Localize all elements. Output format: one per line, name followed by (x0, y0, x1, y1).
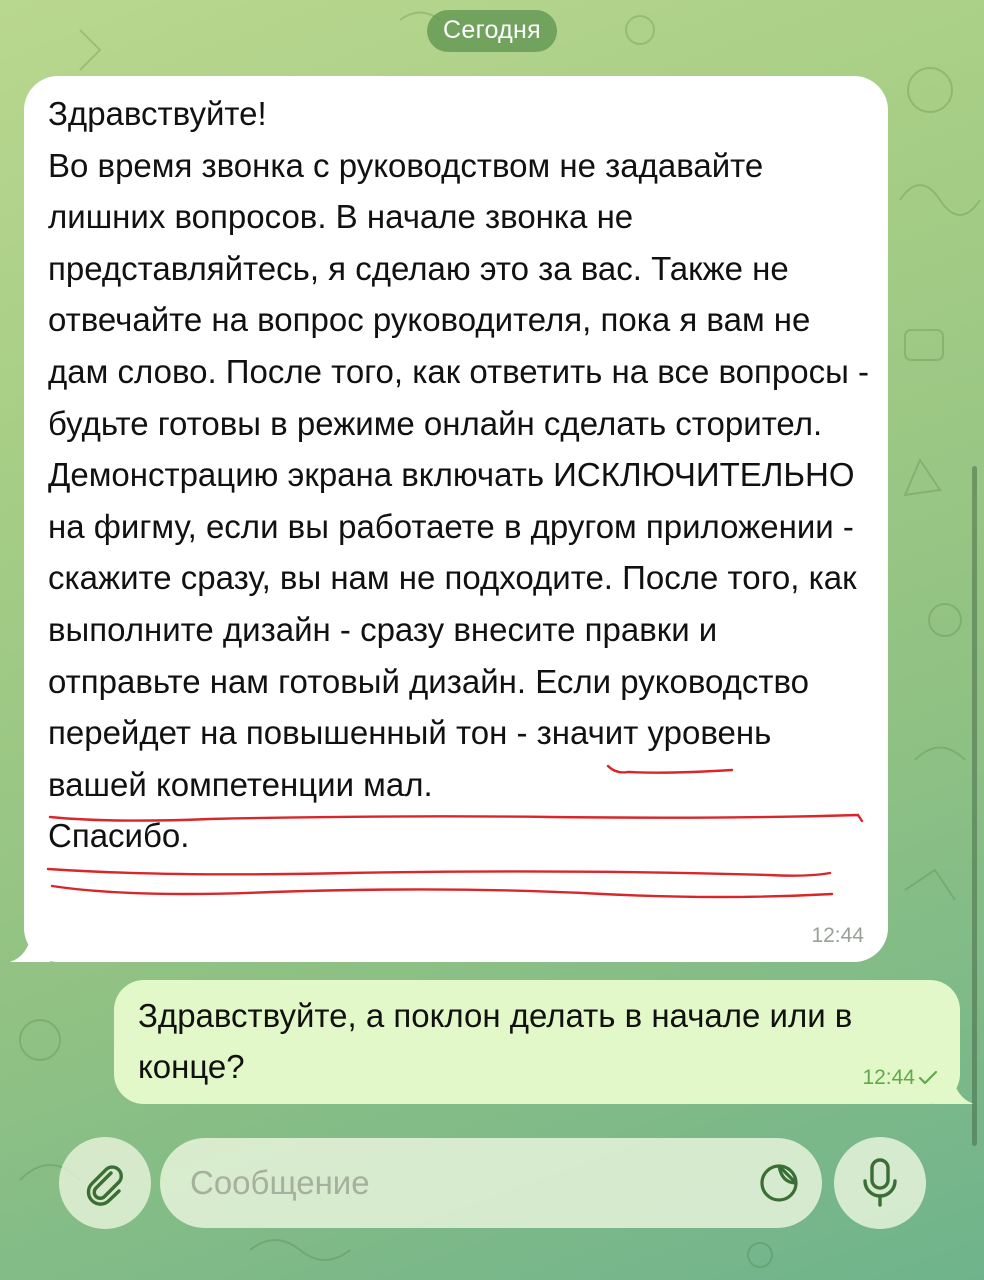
incoming-message-bubble[interactable] (24, 76, 888, 962)
paperclip-icon (81, 1159, 129, 1207)
single-check-icon (918, 1070, 938, 1086)
date-separator: Сегодня (427, 10, 557, 52)
bubble-tail (934, 1074, 974, 1104)
message-composer (160, 1138, 822, 1228)
bubble-tail (10, 932, 50, 962)
sticker-button[interactable] (750, 1154, 808, 1212)
outgoing-message-time: 12:44 (862, 1066, 915, 1089)
sticker-icon (756, 1160, 802, 1206)
outgoing-message-bubble[interactable] (114, 980, 960, 1104)
outgoing-message-text: Здравствуйте, а поклон делать в начале или в конце? (138, 997, 853, 1085)
outgoing-message-meta (862, 1066, 938, 1090)
incoming-message-text: Здравствуйте! Во время звонка с руководством не задавайте лишних вопросов. В начале звонка не представляйтесь, я сделаю это за вас. Также не отвечайте на вопрос руководителя, пока я вам не дам слово. После того, как ответить на все вопросы - будьте готовы в режиме онлайн сделать сторител. Демонстрацию экрана включать ИСКЛЮЧИТЕЛЬНО на фигму, если вы работаете в другом приложении - скажите сразу, вы нам не подходите. После того, как выполните дизайн - сразу внесите правки и отправьте нам готовый дизайн. Если руководство перейдет на повышенный тон - значит уровень вашей компетенции мал. Спасибо. (48, 95, 869, 855)
chat-scrollbar[interactable] (972, 466, 977, 1146)
incoming-message-time: 12:44 (811, 924, 864, 947)
attach-button[interactable] (59, 1137, 151, 1229)
message-input[interactable] (160, 1138, 720, 1228)
microphone-icon (860, 1157, 900, 1209)
microphone-button[interactable] (834, 1137, 926, 1229)
